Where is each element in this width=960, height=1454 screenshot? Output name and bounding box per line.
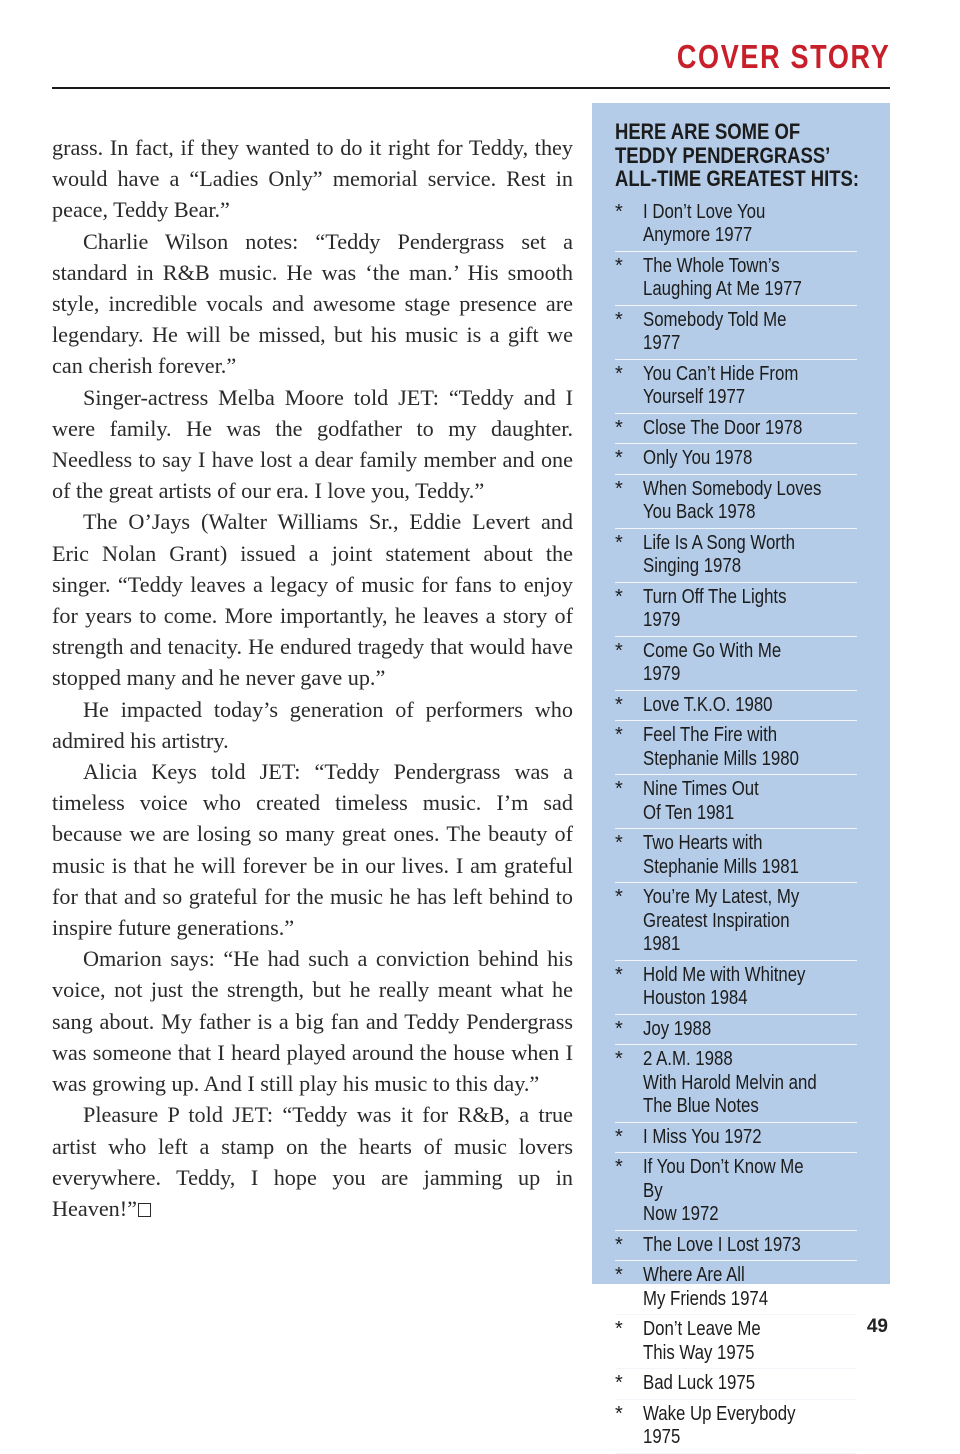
- asterisk-bullet-icon: *: [615, 308, 623, 331]
- sidebar-title: HERE ARE SOME OF TEDDY PENDERGRASS’ ALL-TIME GREATEST HITS:: [615, 119, 859, 191]
- article-paragraph: Omarion says: “He had such a conviction behind his voice, not just the strength, but he really meant what he sang about. My father is a big fan and Teddy Pendergrass was someone that I heard played around the house when I was growing up. And I still play his music to this day.”: [52, 946, 573, 1097]
- hit-title: Life Is A Song Worth Singing 1978: [643, 531, 795, 577]
- hit-item: [615, 1400, 857, 1454]
- hit-title: Close The Door 1978: [643, 416, 803, 439]
- asterisk-bullet-icon: *: [615, 778, 623, 800]
- asterisk-bullet-icon: *: [615, 200, 623, 223]
- asterisk-bullet-icon: *: [615, 963, 623, 986]
- hit-title: Hold Me with Whitney Houston 1984: [643, 963, 806, 1009]
- hit-title: Nine Times Out Of Ten 1981: [643, 778, 759, 824]
- hit-title: If You Don’t Know Me By Now 1972: [643, 1156, 804, 1225]
- hit-item: [615, 475, 857, 529]
- hit-item: [615, 1045, 857, 1123]
- hit-title: Love T.K.O. 1980: [643, 693, 773, 716]
- hit-title: Bad Luck 1975: [643, 1372, 756, 1394]
- header-rule: [52, 87, 890, 89]
- hit-title: Wake Up Everybody 1975: [643, 1402, 796, 1448]
- hit-item: [615, 1369, 857, 1400]
- asterisk-bullet-icon: *: [615, 362, 623, 385]
- asterisk-bullet-icon: *: [615, 1264, 623, 1286]
- article-paragraph: The O’Jays (Walter Williams Sr., Eddie Levert and Eric Nolan Grant) issued a joint statement about the singer. “Teddy leaves a legacy of music for fans to enjoy for years to come. More importantly, he leaves a story of strength and tenacity. He endured tragedy that would have stopped many and he never gave up.”: [52, 509, 573, 691]
- section-label: COVER STORY: [676, 38, 890, 75]
- hit-item: [615, 360, 857, 414]
- hit-item: [615, 961, 857, 1015]
- hit-title: The Whole Town’s Laughing At Me 1977: [643, 254, 802, 300]
- hit-title: Don’t Leave Me This Way 1975: [643, 1318, 761, 1364]
- hit-item: [615, 1231, 857, 1262]
- article-paragraph: Singer-actress Melba Moore told JET: “Teddy and I were family. He was the godfather to my daughter. Needless to say I have lost a dear family member and one of the great artists of our era. I love you, Teddy.”: [52, 384, 573, 504]
- hit-title: Turn Off The Lights 1979: [643, 585, 787, 631]
- hit-title: When Somebody Loves You Back 1978: [643, 477, 822, 523]
- hit-title: The Love I Lost 1973: [643, 1233, 801, 1256]
- article-paragraph: Charlie Wilson notes: “Teddy Pendergrass set a standard in R&B music. He was ‘the man.’ His smooth style, incredible vocals and awesome stage presence are legendary. He will be missed, but his music is a gift we can cherish forever.”: [52, 228, 573, 379]
- hit-title: I Don’t Love You Anymore 1977: [643, 200, 766, 246]
- hit-item: [615, 1153, 857, 1231]
- hit-item: [615, 1315, 857, 1369]
- article-paragraph: [52, 1099, 573, 1224]
- hit-item: [615, 883, 857, 961]
- asterisk-bullet-icon: *: [615, 1048, 623, 1070]
- hit-item: [615, 1123, 857, 1154]
- hit-item: [615, 444, 857, 475]
- hit-item: [615, 775, 857, 829]
- article-paragraph: He impacted today’s generation of performers who admired his artistry.: [52, 696, 573, 753]
- hit-item: [615, 1261, 857, 1315]
- asterisk-bullet-icon: *: [615, 1233, 623, 1256]
- hit-title: I Miss You 1972: [643, 1125, 762, 1148]
- asterisk-bullet-icon: *: [615, 1125, 623, 1148]
- hit-item: [615, 529, 857, 583]
- hit-title: Somebody Told Me 1977: [643, 308, 787, 354]
- asterisk-bullet-icon: *: [615, 639, 623, 662]
- hit-item: [615, 198, 857, 252]
- hit-item: [615, 583, 857, 637]
- article-paragraph: grass. In fact, if they wanted to do it right for Teddy, they would have a “Ladies Only” memorial service. Rest in peace, Teddy Bear.”: [52, 135, 573, 223]
- hit-item: [615, 414, 857, 445]
- page-number: 49: [866, 1316, 888, 1337]
- hit-item: [615, 306, 857, 360]
- hit-item: [615, 637, 857, 691]
- end-mark-icon: [138, 1203, 151, 1217]
- asterisk-bullet-icon: *: [615, 585, 623, 608]
- hit-title: Where Are All My Friends 1974: [643, 1264, 769, 1310]
- article-paragraph: Alicia Keys told JET: “Teddy Pendergrass was a timeless voice who created timeless music. I’m sad because we are losing so many great ones. The beauty of music is that he will forever be in our lives. I am grateful for that and so grateful for the music he has left behind to inspire future generations.”: [52, 759, 573, 941]
- asterisk-bullet-icon: *: [615, 1372, 623, 1394]
- hit-title: Come Go With Me 1979: [643, 639, 782, 685]
- article-body: [52, 132, 573, 1224]
- hit-item: [615, 252, 857, 306]
- hit-title: Joy 1988: [643, 1017, 712, 1040]
- hit-title: Feel The Fire with Stephanie Mills 1980: [643, 724, 799, 770]
- asterisk-bullet-icon: *: [615, 477, 623, 500]
- hit-item: [615, 721, 857, 775]
- asterisk-bullet-icon: *: [615, 886, 623, 908]
- asterisk-bullet-icon: *: [615, 724, 623, 746]
- asterisk-bullet-icon: *: [615, 1318, 623, 1340]
- asterisk-bullet-icon: *: [615, 416, 623, 439]
- asterisk-bullet-icon: *: [615, 531, 623, 554]
- article-last-text: Pleasure P told JET: “Teddy was it for R&B, a true artist who left a stamp on the hearts of music lovers everywhere. Teddy, I hope you are jamming up in Heaven!”: [52, 1102, 573, 1221]
- asterisk-bullet-icon: *: [615, 832, 623, 854]
- hit-title: You’re My Latest, My Greatest Inspiration 1981: [643, 886, 800, 955]
- hit-title: 2 A.M. 1988 With Harold Melvin and The Blue Notes: [643, 1048, 817, 1117]
- hit-item: [615, 691, 857, 722]
- asterisk-bullet-icon: *: [615, 1156, 623, 1178]
- hit-title: Only You 1978: [643, 447, 753, 469]
- hit-item: [615, 1015, 857, 1046]
- asterisk-bullet-icon: *: [615, 254, 623, 277]
- hit-title: Two Hearts with Stephanie Mills 1981: [643, 832, 799, 878]
- asterisk-bullet-icon: *: [615, 1017, 623, 1040]
- asterisk-bullet-icon: *: [615, 1402, 623, 1425]
- hits-list: [615, 198, 857, 1454]
- asterisk-bullet-icon: *: [615, 447, 623, 469]
- hit-title: You Can’t Hide From Yourself 1977: [643, 362, 799, 408]
- asterisk-bullet-icon: *: [615, 693, 623, 716]
- hit-item: [615, 829, 857, 883]
